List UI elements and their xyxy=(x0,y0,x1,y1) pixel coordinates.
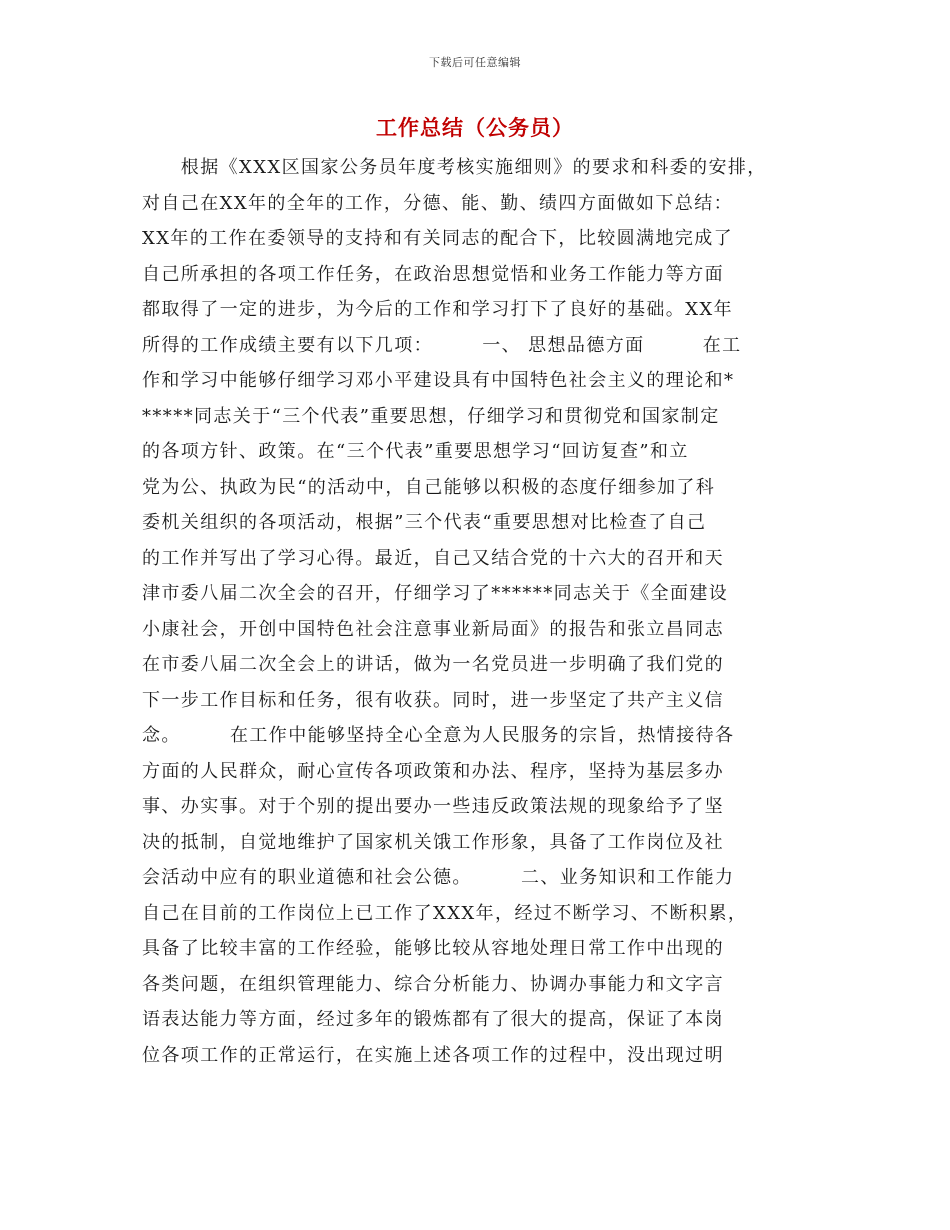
body-line: 位各项工作的正常运行，在实施上述各项工作的过程中，没出现过明 xyxy=(142,1044,724,1066)
body-line: 津市委八届二次全会的召开，仔细学习了******同志关于《全面建设 xyxy=(142,583,729,604)
body-line: 事、办实事。对于个别的提出要办一些违反政策法规的现象给予了坚 xyxy=(142,796,724,817)
body-line: 下一步工作目标和任务，很有收获。同时，进一步坚定了共产主义信 xyxy=(142,689,724,711)
body-line: 都取得了一定的进步，为今后的工作和学习打下了良好的基础。XX年 xyxy=(142,299,734,320)
body-line: 会活动中应有的职业道德和社会公德。 二、业务知识和工作能力 xyxy=(142,867,735,888)
body-line: 根据《XXX区国家公务员年度考核实施细则》的要求和科委的安排， xyxy=(142,157,767,178)
body-line: 的各项方针、政策。在“三个代表”重要思想学习“回访复查”和立 xyxy=(142,441,689,462)
body-line: 自己在目前的工作岗位上已工作了XXX年，经过不断学习、不断积累， xyxy=(142,902,748,924)
body-line: *****同志关于“三个代表”重要思想，仔细学习和贯彻党和国家制定 xyxy=(142,405,720,427)
body-line: 作和学习中能够仔细学习邓小平建设具有中国特色社会主义的理论和* xyxy=(142,370,735,391)
body-line: 自己所承担的各项工作任务，在政治思想觉悟和业务工作能力等方面 xyxy=(142,263,724,285)
body-line: 的工作并写出了学习心得。最近，自己又结合党的十六大的召开和天 xyxy=(142,547,724,569)
body-line: 具备了比较丰富的工作经验，能够比较从容地处理日常工作中出现的 xyxy=(142,938,724,959)
body-line: 委机关组织的各项活动，根据”三个代表“重要思想对比检查了自己 xyxy=(142,512,707,533)
body-line: 对自己在XX年的全年的工作，分德、能、勤、绩四方面做如下总结： xyxy=(142,192,734,214)
body-line: 语表达能力等方面，经过多年的锻炼都有了很大的提高，保证了本岗 xyxy=(142,1009,724,1030)
body-line: 决的抵制，自觉地维护了国家机关饿工作形象，具备了工作岗位及社 xyxy=(142,831,724,853)
body-line: 方面的人民群众，耐心宣传各项政策和办法、程序，坚持为基层多办 xyxy=(142,760,724,782)
body-line: 在市委八届二次全会上的讲话，做为一名党员进一步明确了我们党的 xyxy=(142,654,724,675)
body-line: XX年的工作在委领导的支持和有关同志的配合下，比较圆满地完成了 xyxy=(142,228,734,249)
document-title: 工作总结（公务员） xyxy=(376,115,574,140)
document-body xyxy=(142,150,832,1073)
body-line: 所得的工作成绩主要有以下几项： 一、 思想品德方面 在工 xyxy=(142,334,742,356)
body-line: 小康社会，开创中国特色社会注意事业新局面》的报告和张立昌同志 xyxy=(142,618,724,640)
page-header: 下载后可任意编辑 xyxy=(429,56,521,69)
body-line: 党为公、执政为民“的活动中，自己能够以积极的态度仔细参加了科 xyxy=(142,476,716,498)
body-line: 念。 在工作中能够坚持全心全意为人民服务的宗旨，热情接待各 xyxy=(142,725,735,746)
body-line: 各类问题，在组织管理能力、综合分析能力、协调办事能力和文字言 xyxy=(142,973,724,995)
